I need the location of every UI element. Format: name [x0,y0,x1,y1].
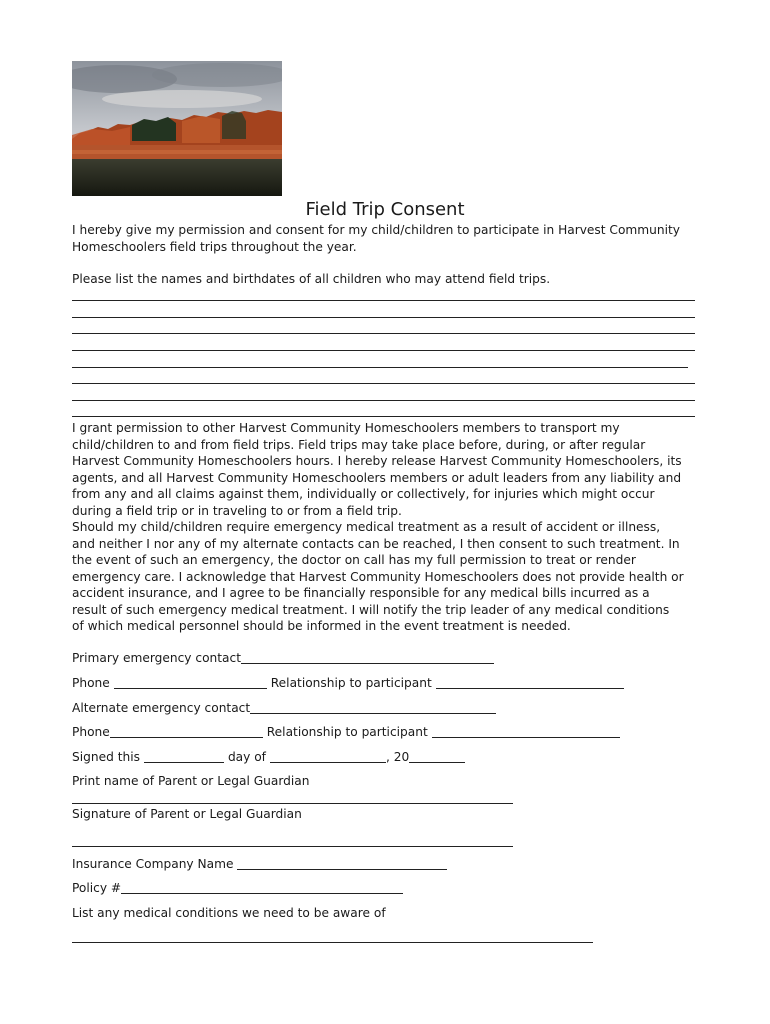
signed-date-row [72,749,465,765]
paragraph-line: of which medical personnel should be informed in the event treatment is needed. [72,619,571,633]
paragraph-line: and neither I nor any of my alternate contacts can be reached, I then consent to such treatment. In [72,536,680,551]
paragraph-line: accident insurance, and I agree to be financially responsible for any medical bills incurred as a [72,586,650,600]
signed-this-label: Signed this [72,750,140,764]
phone-field[interactable] [114,675,267,689]
insurance-field[interactable] [237,856,447,870]
paragraph-line: emergency care. I acknowledge that Harvest Community Homeschoolers does not provide health or [72,569,684,584]
signed-day-field[interactable] [144,749,224,763]
paragraph-line: Should my child/children require emergency medical treatment as a result of accident or illness, [72,520,661,534]
paragraph-line: the event of such an emergency, the doctor on call has my full permission to treat or render [72,553,636,567]
paragraph-line: Harvest Community Homeschoolers hours. I hereby release Harvest Community Homeschoolers, its [72,454,682,468]
children-entry-line[interactable] [72,350,695,351]
policy-label: Policy # [72,881,122,895]
transport-permission-paragraph [72,420,698,635]
paragraph-line: from any and all claims against them, individually or collectively, for injuries which might occur [72,487,655,501]
children-entry-line[interactable] [72,400,695,401]
phone2-field[interactable] [110,724,263,738]
day-of-label: day of [227,750,266,764]
policy-row [72,880,403,896]
primary-contact-row [72,650,494,666]
signature-label: Signature of Parent or Legal Guardian [72,807,302,821]
phone-label: Phone [72,676,110,690]
autumn-landscape-photo [72,61,282,196]
signed-year-field[interactable] [409,749,465,763]
insurance-label: Insurance Company Name [72,857,234,871]
insurance-row [72,856,447,872]
policy-field[interactable] [121,880,403,894]
intro-line: I hereby give my permission and consent for my child/children to participate in Harvest Community [72,223,680,237]
relationship2-label: Relationship to participant [266,725,428,739]
primary-contact-label: Primary emergency contact [72,651,241,665]
signed-month-field[interactable] [270,749,386,763]
phone2-label: Phone [72,725,110,739]
paragraph-line: result of such emergency medical treatment. I will notify the trip leader of any medical conditions [72,602,670,617]
paragraph-line: during a field trip or in traveling to or from a field trip. [72,503,402,518]
children-entry-line[interactable] [72,367,688,368]
children-entry-line[interactable] [72,317,695,318]
medical-conditions-label: List any medical conditions we need to be aware of [72,906,386,920]
paragraph-line: agents, and all Harvest Community Homeschoolers members or adult leaders from any liability and [72,470,682,485]
children-entry-line[interactable] [72,416,695,417]
year-prefix: , 20 [385,750,410,764]
children-entry-line[interactable] [72,383,695,384]
phone2-row [72,724,620,740]
intro-line: Homeschoolers field trips throughout the year. [72,239,357,254]
print-name-label: Print name of Parent or Legal Guardian [72,774,310,788]
children-prompt: Please list the names and birthdates of all children who may attend field trips. [72,272,551,286]
signature-field[interactable] [72,846,513,847]
print-name-field[interactable] [72,803,513,804]
alternate-contact-row [72,700,496,716]
form-title: Field Trip Consent [305,199,465,220]
paragraph-line: I grant permission to other Harvest Community Homeschoolers members to transport my [72,421,620,435]
relationship-label: Relationship to participant [270,676,432,690]
children-entry-line[interactable] [72,300,695,301]
primary-contact-field[interactable] [241,650,494,664]
children-entry-line[interactable] [72,333,695,334]
relationship-field[interactable] [436,675,624,689]
relationship2-field[interactable] [432,724,620,738]
paragraph-line: child/children to and from field trips. Field trips may take place before, during, or after regular [72,437,646,452]
intro-paragraph [72,222,698,255]
medical-conditions-field[interactable] [72,942,593,943]
phone-row [72,675,624,691]
alternate-contact-field[interactable] [250,700,496,714]
alternate-contact-label: Alternate emergency contact [72,701,251,715]
